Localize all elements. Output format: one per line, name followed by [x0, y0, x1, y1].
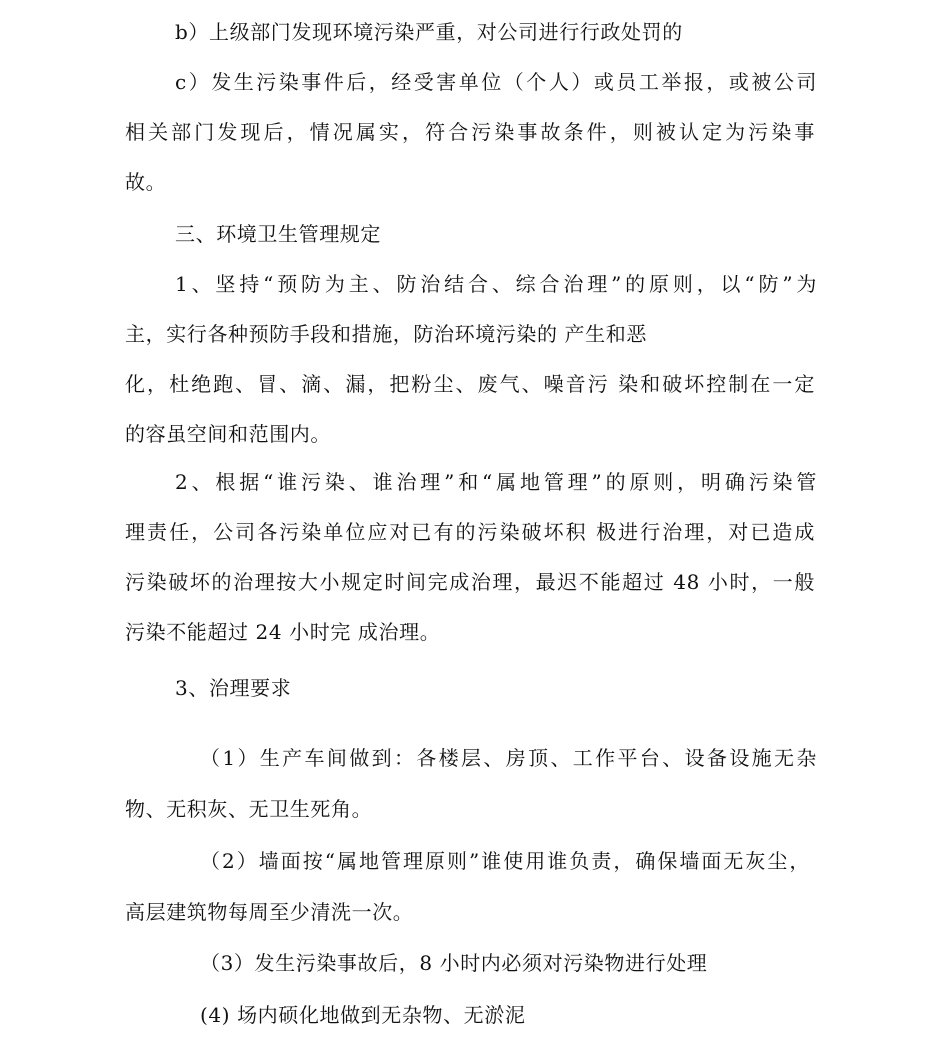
text-line-subitem-2: （2）墙面按“属地管理原则”谁使用谁负责，确保墙面无灰尘，: [200, 849, 810, 873]
text-line: 化，杜绝跑、冒、滴、漏，把粉尘、废气、噪音污 染和破坏控制在一定: [125, 372, 815, 396]
text-line: 主，实行各种预防手段和措施，防治环境污染的 产生和恶: [125, 322, 647, 346]
text-line-item-2: 2、根据“谁污染、谁治理”和“属地管理”的原则，明确污染管: [175, 470, 817, 494]
text-line: 物、无积灰、无卫生死角。: [125, 797, 373, 821]
text-line: 高层建筑物每周至少清洗一次。: [125, 900, 414, 924]
text-line: 相关部门发现后，情况属实，符合污染事故条件，则被认定为污染事: [125, 120, 815, 144]
text-line-item-1: 1、坚持“预防为主、防治结合、综合治理”的原则，以“防”为: [175, 272, 817, 296]
text-line-c: c）发生污染事件后，经受害单位（个人）或员工举报，或被公司: [175, 70, 817, 94]
text-line: 污染不能超过 24 小时完 成治理。: [125, 620, 441, 644]
text-line: 理责任，公司各污染单位应对已有的污染破坏积 极进行治理，对已造成: [125, 520, 815, 544]
text-line-subitem-4: (4) 场内硕化地做到无杂物、无淤泥: [200, 1003, 526, 1027]
text-line-subitem-3: （3）发生污染事故后，8 小时内必须对污染物进行处理: [200, 951, 708, 975]
text-line-b: b）上级部门发现环境污染严重，对公司进行行政处罚的: [175, 20, 683, 44]
text-line: 的容虽空间和范围内。: [125, 422, 331, 446]
text-line: 故。: [125, 170, 167, 194]
text-line: 污染破坏的治理按大小规定时间完成治理，最迟不能超过 48 小时，一般: [125, 570, 815, 594]
subsection-heading: 3、治理要求: [175, 676, 292, 700]
text-line-subitem-1: （1）生产车间做到：各楼层、房顶、工作平台、设备设施无杂: [200, 746, 817, 770]
section-heading: 三、环境卫生管理规定: [175, 222, 381, 246]
